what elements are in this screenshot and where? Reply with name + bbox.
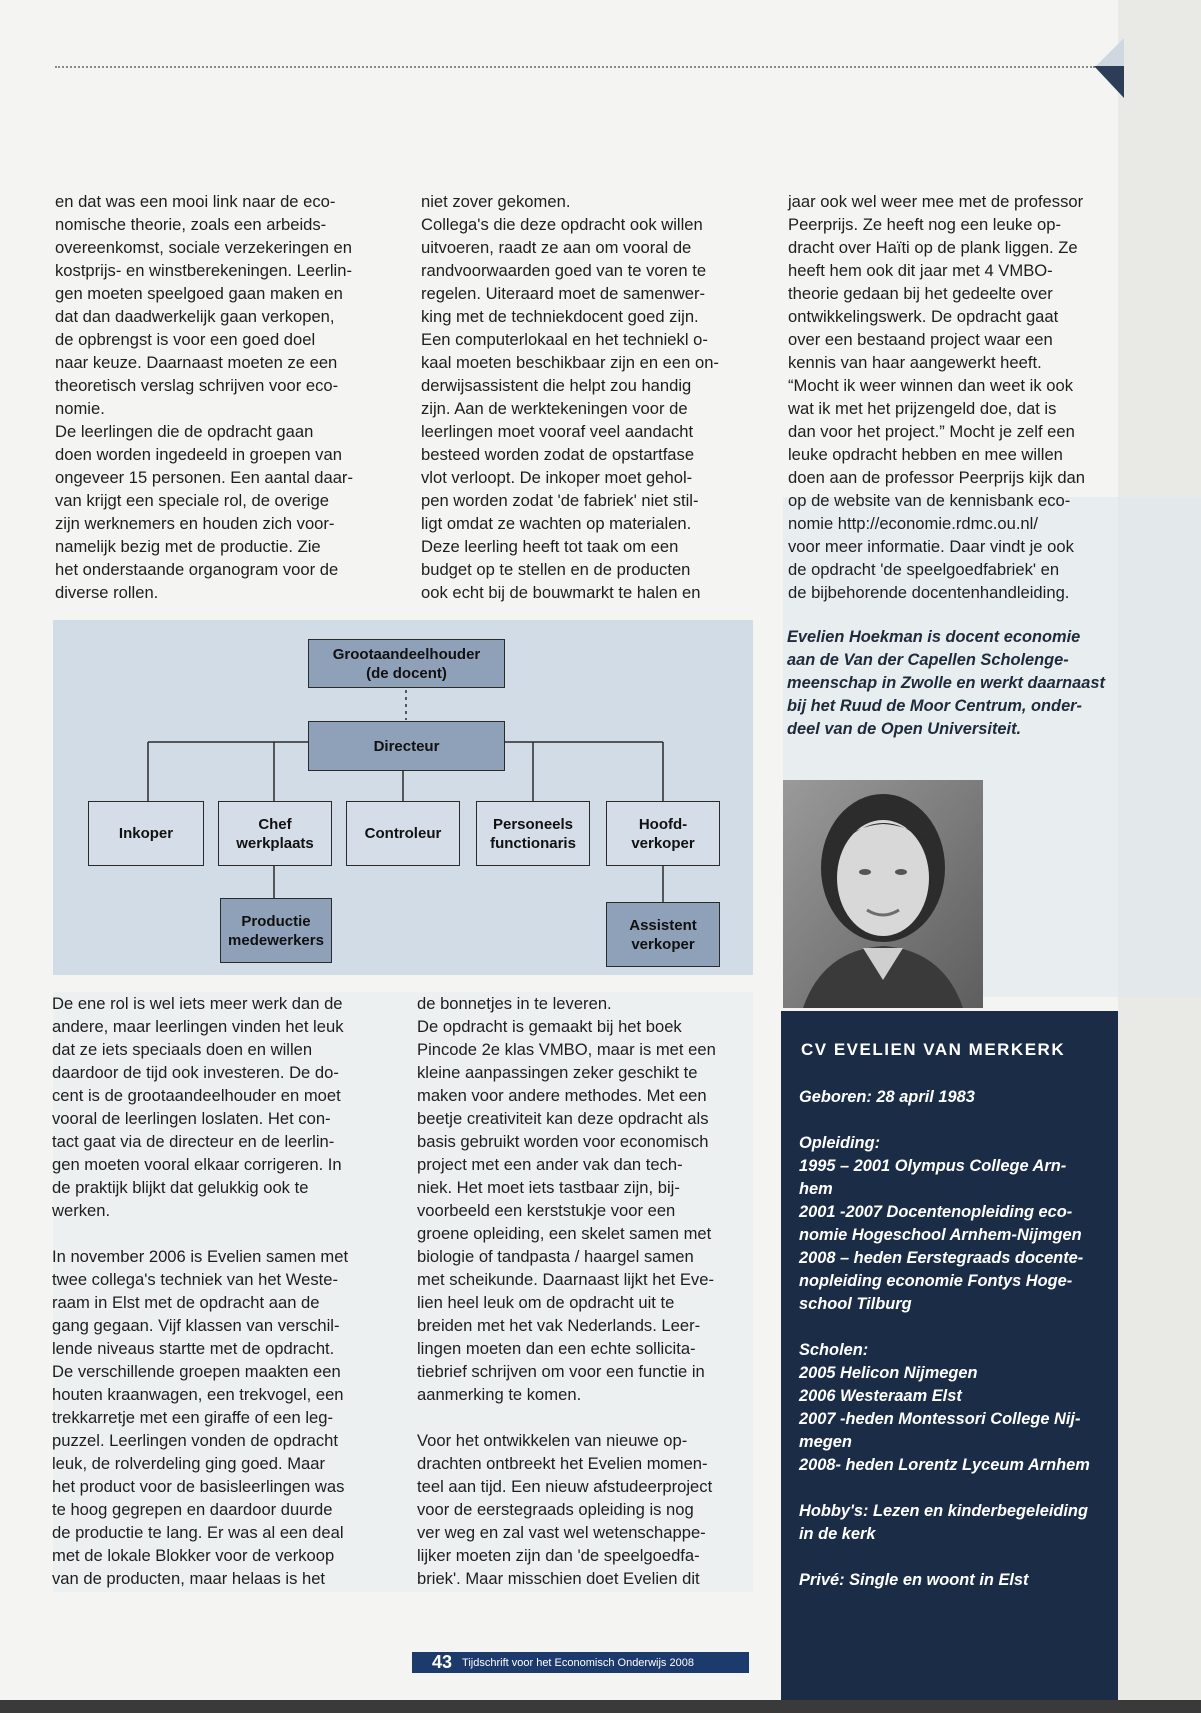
cv-title: CV EVELIEN VAN MERKERK xyxy=(801,1040,1066,1059)
text-line: derwijsassistent die helpt zou handig xyxy=(421,376,692,395)
text-line: budget op te stellen en de producten xyxy=(421,560,691,579)
cv-schools xyxy=(799,1339,1104,1477)
text-line: gen moeten vooral elkaar corrigeren. In xyxy=(52,1155,342,1174)
byline-line: meenschap in Zwolle en werkt daarnaast xyxy=(787,674,1105,692)
text-line: niet zover gekomen. xyxy=(421,192,571,211)
column-1-bottom-text xyxy=(52,992,382,1590)
text-line: andere, maar leerlingen vinden het leuk xyxy=(52,1017,344,1036)
text-line: besteed worden zodat de opstartfase xyxy=(421,445,695,464)
text-line: op de website van de kennisbank eco- xyxy=(788,491,1071,510)
text-line: de praktijk blijkt dat gelukkig ook te xyxy=(52,1178,309,1197)
organogram xyxy=(53,620,753,975)
text-line: lingen moeten dan een echte sollicita- xyxy=(417,1339,696,1358)
text-line: van de producten, maar helaas is het xyxy=(52,1569,326,1588)
text-line: heeft hem ook dit jaar met 4 VMBO- xyxy=(788,261,1053,280)
controleur-label: Controleur xyxy=(364,825,442,842)
header-dotted-rule xyxy=(55,66,1095,68)
hoofd-sublabel: verkoper xyxy=(631,834,695,852)
text-line: dat dan daadwerkelijk gaan verkopen, xyxy=(55,307,335,326)
cv-panel xyxy=(781,1011,1118,1713)
column-1-top-text xyxy=(55,190,385,604)
text-line: van krijgt een speciale rol, de overige xyxy=(55,491,329,510)
text-line: ongeveer 15 personen. Een aantal daar- xyxy=(55,468,353,487)
cv-line: Geboren: 28 april 1983 xyxy=(799,1088,975,1106)
page-number: 43 xyxy=(432,1652,453,1672)
text-line: houten kraanwagen, een trekvogel, een xyxy=(52,1385,344,1404)
text-line: ook echt bij de bouwmarkt te halen en xyxy=(421,583,701,602)
author-photo xyxy=(783,780,983,1008)
text-line: nomie http://economie.rdmc.ou.nl/ xyxy=(788,514,1038,533)
text-line: doen aan de professor Peerprijs kijk dan xyxy=(788,468,1086,487)
productie-sublabel: medewerkers xyxy=(228,931,324,949)
byline-line: deel van de Open Universiteit. xyxy=(787,720,1022,738)
text-line: gen moeten speelgoed gaan maken en xyxy=(55,284,343,303)
text-line: vlot verloopt. De inkoper moet gehol- xyxy=(421,468,693,487)
text-line: voorbeeld een kerststukje voor een xyxy=(417,1201,676,1220)
text-line: theoretisch verslag schrijven voor eco- xyxy=(55,376,339,395)
cv-line: Privé: Single en woont in Elst xyxy=(799,1571,1029,1589)
text-line: trekkarretje met een giraffe of een leg- xyxy=(52,1408,334,1427)
cv-line: 2008 – heden Eerstegraads docente- xyxy=(799,1249,1084,1267)
text-line: te hoog gegrepen en daardoor duurde xyxy=(52,1500,333,1519)
text-line: “Mocht ik weer winnen dan weet ik ook xyxy=(788,376,1073,395)
text-line: en dat was een mooi link naar de eco- xyxy=(55,192,336,211)
text-line: vooral de leerlingen loslaten. Het con- xyxy=(52,1109,331,1128)
text-line: de bijbehorende docentenhandleiding. xyxy=(788,583,1070,602)
text-line: Deze leerling heeft tot taak om een xyxy=(421,537,679,556)
cv-line: hem xyxy=(799,1180,833,1198)
org-box-director xyxy=(308,721,505,771)
org-box-hoofd-verkoper xyxy=(606,801,720,866)
org-box-personeels-functionaris xyxy=(476,801,590,866)
text-line: nomische theorie, zoals een arbeids- xyxy=(55,215,327,234)
text-line: De ene rol is wel iets meer werk dan de xyxy=(52,994,343,1013)
text-line: met de lokale Blokker voor de verkoop xyxy=(52,1546,335,1565)
text-line: biologie of tandpasta / haargel samen xyxy=(417,1247,694,1266)
text-line: ligt omdat ze wachten op materialen. xyxy=(421,514,692,533)
owner-label: Grootaandeelhouder xyxy=(332,645,481,663)
text-line: dat ze iets speciaals doen en willen xyxy=(52,1040,313,1059)
text-line: Een computerlokaal en het techniekl o- xyxy=(421,330,708,349)
productie-label: Productie xyxy=(241,912,311,930)
text-line: naar keuze. Daarnaast moeten ze een xyxy=(55,353,338,372)
text-line: wat ik met het prijzengeld doe, dat is xyxy=(788,399,1057,418)
text-line: lende niveaus startte met de opdracht. xyxy=(52,1339,335,1358)
text-line: cent is de grootaandeelhouder en moet xyxy=(52,1086,341,1105)
text-line: puzzel. Leerlingen vonden de opdracht xyxy=(52,1431,338,1450)
cv-line: 2007 -heden Montessori College Nij- xyxy=(799,1410,1081,1428)
text-line: maken voor andere methodes. Met een xyxy=(417,1086,707,1105)
text-line: de opdracht 'de speelgoedfabriek' en xyxy=(788,560,1060,579)
text-line: nomie. xyxy=(55,399,105,418)
text-line: gang gegaan. Vijf klassen van verschil- xyxy=(52,1316,340,1335)
column-3-top-text xyxy=(788,190,1118,604)
cv-line: Hobby's: Lezen en kinderbegeleiding xyxy=(799,1502,1088,1520)
byline-line: bij het Ruud de Moor Centrum, onder- xyxy=(787,697,1083,715)
text-line: twee collega's techniek van het Weste- xyxy=(52,1270,339,1289)
cv-private xyxy=(799,1569,1104,1592)
text-line: ver weg en zal vast wel wetenschappe- xyxy=(417,1523,706,1542)
text-line: de productie te lang. Er was al een deal xyxy=(52,1523,344,1542)
text-line: kleine aanpassingen zeker geschikt te xyxy=(417,1063,698,1082)
text-line: lien heel leuk om de opdracht uit te xyxy=(417,1293,675,1312)
org-box-controleur xyxy=(346,801,460,866)
text-line: leuk, de rolverdeling ging goed. Maar xyxy=(52,1454,326,1473)
org-box-chef-werkplaats xyxy=(218,801,332,866)
text-line: breiden met het vak Nederlands. Leer- xyxy=(417,1316,701,1335)
text-line: regelen. Uiteraard moet de samenwer- xyxy=(421,284,706,303)
text-line: het onderstaande organogram voor de xyxy=(55,560,339,579)
column-2-top-text xyxy=(421,190,756,604)
cv-line: nomie Hogeschool Arnhem-Nijmgen xyxy=(799,1226,1082,1244)
cv-line: 2001 -2007 Docentenopleiding eco- xyxy=(799,1203,1073,1221)
text-line: zijn. Aan de werktekeningen voor de xyxy=(421,399,688,418)
text-line: doen worden ingedeeld in groepen van xyxy=(55,445,342,464)
text-line: voor de eerstegraads opleiding is nog xyxy=(417,1500,694,1519)
text-line: De opdracht is gemaakt bij het boek xyxy=(417,1017,682,1036)
text-line: tact gaat via de directeur en de leerlin- xyxy=(52,1132,335,1151)
text-line: Peerprijs. Ze heeft nog een leuke op- xyxy=(788,215,1062,234)
cv-line: school Tilburg xyxy=(799,1295,912,1313)
cv-line: nopleiding economie Fontys Hoge- xyxy=(799,1272,1073,1290)
text-line: theorie gedaan bij het gedeelte over xyxy=(788,284,1053,303)
text-line: groene opleiding, een skelet samen met xyxy=(417,1224,712,1243)
cv-line: Scholen: xyxy=(799,1341,869,1359)
cv-hobbies xyxy=(799,1500,1104,1546)
cv-education xyxy=(799,1132,1104,1316)
text-line: over een bestaand project waar een xyxy=(788,330,1053,349)
text-line: niek. Het moet iets tastbaar zijn, bij- xyxy=(417,1178,680,1197)
text-line: beetje creativiteit kan deze opdracht als xyxy=(417,1109,709,1128)
text-line: de bonnetjes in te leveren. xyxy=(417,994,612,1013)
text-line: overeenkomst, sociale verzekeringen en xyxy=(55,238,353,257)
text-line: voor meer informatie. Daar vindt je ook xyxy=(788,537,1074,556)
text-line: In november 2006 is Evelien samen met xyxy=(52,1247,349,1266)
text-line: basis gebruikt worden voor economisch xyxy=(417,1132,709,1151)
text-line: kaal moeten beschikbaar zijn en een on- xyxy=(421,353,719,372)
hoofd-label: Hoofd- xyxy=(638,815,688,833)
page-footer xyxy=(412,1652,749,1673)
text-line: namelijk bezig met de productie. Zie xyxy=(55,537,321,556)
portrait-illustration xyxy=(783,780,983,1008)
text-line: het product voor de basisleerlingen was xyxy=(52,1477,345,1496)
owner-sublabel: (de docent) xyxy=(366,664,447,682)
personeels-label: Personeels xyxy=(492,815,574,833)
text-line: teel aan tijd. Een nieuw afstudeerproject xyxy=(417,1477,713,1496)
text-line: randvoorwaarden goed van te voren te xyxy=(421,261,707,280)
org-box-inkoper xyxy=(88,801,204,866)
text-line: kostprijs- en winstberekeningen. Leerlin- xyxy=(55,261,352,280)
assistent-label: Assistent xyxy=(629,916,697,934)
cv-line: 2008- heden Lorentz Lyceum Arnhem xyxy=(799,1456,1090,1474)
director-label: Directeur xyxy=(373,737,440,755)
byline-line: Evelien Hoekman is docent economie xyxy=(787,628,1081,646)
journal-name: Tijdschrift voor het Economisch Onderwijs 2008 xyxy=(462,1656,694,1669)
text-line: jaar ook wel weer mee met de professor xyxy=(788,192,1084,211)
text-line: lijker moeten zijn dan 'de speelgoedfa- xyxy=(417,1546,700,1565)
assistent-sublabel: verkoper xyxy=(631,935,695,953)
text-line: king met de techniekdocent goed zijn. xyxy=(421,307,699,326)
scan-bottom-edge xyxy=(0,1700,1201,1713)
cv-line: in de kerk xyxy=(799,1525,876,1543)
corner-fold-shadow xyxy=(1096,38,1124,66)
cv-line: 1995 – 2001 Olympus College Arn- xyxy=(799,1157,1067,1175)
text-line: drachten ontbreekt het Evelien momen- xyxy=(417,1454,708,1473)
text-line: dracht over Haïti op de plank liggen. Ze xyxy=(788,238,1078,257)
text-line: werken. xyxy=(52,1201,111,1220)
org-box-assistent-verkoper xyxy=(606,902,720,967)
personeels-sublabel: functionaris xyxy=(490,834,576,852)
corner-triangle-icon xyxy=(1094,66,1124,98)
text-line: Voor het ontwikkelen van nieuwe op- xyxy=(417,1431,688,1450)
text-line: Pincode 2e klas VMBO, maar is met een xyxy=(417,1040,716,1059)
column-2-bottom-text xyxy=(417,992,752,1590)
text-line: dan voor het project.” Mocht je zelf een xyxy=(788,422,1075,441)
text-line: de opbrengst is voor een goed doel xyxy=(55,330,316,349)
inkoper-label: Inkoper xyxy=(118,825,174,842)
cv-line: 2006 Westeraam Elst xyxy=(799,1387,962,1405)
text-line: pen worden zodat 'de fabriek' niet stil- xyxy=(421,491,699,510)
text-line: daardoor de tijd ook investeren. De do- xyxy=(52,1063,339,1082)
text-line: Collega's die deze opdracht ook willen xyxy=(421,215,703,234)
cv-line: 2005 Helicon Nijmegen xyxy=(799,1364,978,1382)
text-line: briek'. Maar misschien doet Evelien dit xyxy=(417,1569,700,1588)
author-byline xyxy=(787,626,1117,741)
text-line: ontwikkelingswerk. De opdracht gaat xyxy=(788,307,1059,326)
org-box-productie-medewerkers xyxy=(220,898,332,963)
text-line: uitvoeren, raadt ze aan om vooral de xyxy=(421,238,692,257)
text-line: De verschillende groepen maakten een xyxy=(52,1362,341,1381)
org-box-owner xyxy=(308,639,505,688)
chef-label: Chef xyxy=(258,815,292,833)
cv-born xyxy=(799,1086,1104,1109)
text-line: aanmerking te komen. xyxy=(417,1385,582,1404)
text-line: raam in Elst met de opdracht aan de xyxy=(52,1293,320,1312)
text-line: diverse rollen. xyxy=(55,583,159,602)
text-line: met scheikunde. Daarnaast lijkt het Eve- xyxy=(417,1270,714,1289)
byline-line: aan de Van der Capellen Scholenge- xyxy=(787,651,1069,669)
cv-line: Opleiding: xyxy=(799,1134,881,1152)
chef-sublabel: werkplaats xyxy=(236,834,314,852)
text-line: leerlingen moet vooraf veel aandacht xyxy=(421,422,694,441)
text-line: leuke opdracht hebben en mee willen xyxy=(788,445,1063,464)
text-line: De leerlingen die de opdracht gaan xyxy=(55,422,314,441)
cv-line: megen xyxy=(799,1433,852,1451)
text-line: tiebrief schrijven om voor een functie in xyxy=(417,1362,705,1381)
text-line: project met een ander vak dan tech- xyxy=(417,1155,683,1174)
text-line: zijn werknemers en houden zich voor- xyxy=(55,514,335,533)
text-line: kennis van haar aangewerkt heeft. xyxy=(788,353,1042,372)
